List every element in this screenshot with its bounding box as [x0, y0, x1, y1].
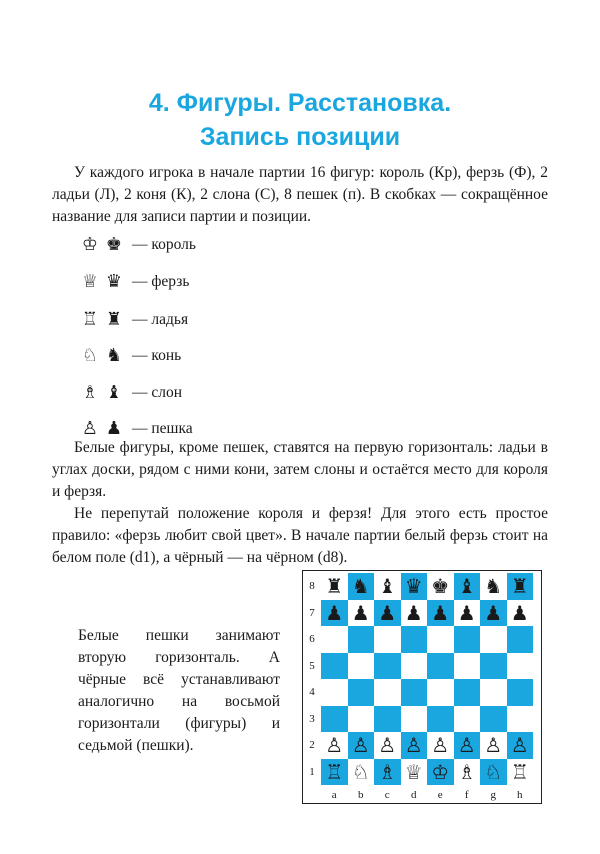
white-knight-icon: ♘ — [81, 345, 99, 366]
chess-piece-icon: ♛ — [404, 574, 423, 599]
chess-piece-icon: ♙ — [510, 733, 529, 758]
square-f4 — [454, 679, 481, 706]
white-pawn-icon: ♙ — [81, 418, 99, 439]
white-rook-icon: ♖ — [81, 309, 99, 330]
square-e3 — [427, 706, 454, 733]
file-label: e — [437, 789, 443, 801]
legend-label: — пешка — [132, 420, 193, 437]
square-b7 — [348, 600, 375, 627]
square-g6 — [480, 626, 507, 653]
chess-piece-icon: ♕ — [404, 759, 423, 784]
square-e5 — [427, 653, 454, 680]
chess-piece-icon: ♞ — [351, 574, 370, 599]
file-label: c — [384, 789, 390, 801]
chess-piece-icon: ♟ — [457, 600, 476, 625]
rank-label: 8 — [309, 580, 315, 592]
chess-piece-icon: ♟ — [378, 600, 397, 625]
square-e1 — [427, 759, 454, 786]
square-c5 — [374, 653, 401, 680]
square-h5 — [507, 653, 534, 680]
legend-row — [78, 271, 189, 293]
chess-piece-icon: ♟ — [510, 600, 529, 625]
square-a5 — [321, 653, 348, 680]
file-label: a — [331, 789, 337, 801]
square-c3 — [374, 706, 401, 733]
chess-piece-icon: ♙ — [325, 733, 344, 758]
rank-label: 6 — [309, 633, 315, 645]
square-e4 — [427, 679, 454, 706]
pawns-paragraph — [78, 625, 280, 757]
square-g7 — [480, 600, 507, 627]
legend-label: — ферзь — [132, 273, 190, 290]
square-f8 — [454, 573, 481, 600]
square-d8 — [401, 573, 428, 600]
chess-piece-icon: ♜ — [510, 574, 529, 599]
chess-piece-icon: ♘ — [351, 759, 370, 784]
black-pawn-icon: ♟ — [105, 418, 123, 439]
square-e6 — [427, 626, 454, 653]
square-e7 — [427, 600, 454, 627]
file-label: f — [464, 789, 469, 801]
page-title-line2: Запись позиции — [199, 123, 401, 151]
square-a8 — [321, 573, 348, 600]
square-d2 — [401, 732, 428, 759]
square-f6 — [454, 626, 481, 653]
legend-label: — конь — [132, 347, 182, 364]
page-title-line1: 4. Фигуры. Расстановка. — [148, 89, 452, 117]
chess-piece-icon: ♙ — [457, 733, 476, 758]
black-king-icon: ♚ — [105, 234, 123, 255]
queen-rule-text: Не перепутай положение короля и ферзя! Для этого есть простое правило: «ферзь любит свой цвет». В начале партии белый ферзь стоит на белом поле (d1), а чёрный — на чёрном (d8). — [52, 505, 548, 566]
square-b2 — [348, 732, 375, 759]
square-f1 — [454, 759, 481, 786]
black-queen-icon: ♛ — [105, 271, 123, 292]
rank-label: 2 — [309, 739, 315, 751]
square-c4 — [374, 679, 401, 706]
square-b4 — [348, 679, 375, 706]
square-d6 — [401, 626, 428, 653]
square-b3 — [348, 706, 375, 733]
chess-piece-icon: ♙ — [351, 733, 370, 758]
square-f3 — [454, 706, 481, 733]
square-d3 — [401, 706, 428, 733]
black-bishop-icon: ♝ — [105, 382, 123, 403]
chess-piece-icon: ♖ — [325, 759, 344, 784]
legend-row — [78, 309, 188, 331]
square-c6 — [374, 626, 401, 653]
square-g1 — [480, 759, 507, 786]
square-b5 — [348, 653, 375, 680]
rank-label: 3 — [309, 712, 315, 725]
chess-piece-icon: ♔ — [431, 759, 450, 784]
legend-row — [78, 382, 182, 404]
square-a3 — [321, 706, 348, 733]
chess-piece-icon: ♟ — [404, 600, 423, 625]
file-label: h — [517, 789, 523, 801]
square-g2 — [480, 732, 507, 759]
legend-label: — ладья — [132, 311, 189, 328]
square-b1 — [348, 759, 375, 786]
legend-label: — король — [132, 236, 196, 253]
square-c8 — [374, 573, 401, 600]
chess-piece-icon: ♟ — [325, 600, 344, 625]
file-label: b — [358, 789, 364, 801]
square-a1 — [321, 759, 348, 786]
square-a7 — [321, 600, 348, 627]
square-a6 — [321, 626, 348, 653]
chess-piece-icon: ♞ — [484, 574, 503, 599]
legend-label: — слон — [132, 384, 183, 401]
square-d5 — [401, 653, 428, 680]
intro-paragraph — [52, 162, 548, 228]
placement-text: Белые фигуры, кроме пешек, ставятся на первую горизонталь: ладьи в углах доски, рядом с ними кони, затем слоны и остаётся место для короля и ферзя. — [52, 439, 548, 500]
white-bishop-icon: ♗ — [81, 382, 99, 403]
square-h2 — [507, 732, 534, 759]
file-label: g — [490, 789, 496, 801]
chess-piece-icon: ♝ — [378, 574, 397, 599]
square-f5 — [454, 653, 481, 680]
chess-piece-icon: ♝ — [457, 574, 476, 599]
square-f7 — [454, 600, 481, 627]
chess-piece-icon: ♟ — [351, 600, 370, 625]
chess-piece-icon: ♗ — [378, 759, 397, 784]
square-a2 — [321, 732, 348, 759]
chess-piece-icon: ♙ — [431, 733, 450, 758]
square-g3 — [480, 706, 507, 733]
white-king-icon: ♔ — [81, 234, 99, 255]
rank-label: 5 — [309, 659, 315, 672]
chess-piece-icon: ♙ — [404, 733, 423, 758]
black-knight-icon: ♞ — [105, 345, 123, 366]
chess-piece-icon: ♙ — [484, 733, 503, 758]
square-g8 — [480, 573, 507, 600]
rules-paragraph — [52, 437, 548, 569]
chess-piece-icon: ♗ — [457, 759, 476, 784]
file-label: d — [411, 789, 417, 801]
square-h3 — [507, 706, 534, 733]
chess-piece-icon: ♚ — [431, 574, 450, 599]
square-g5 — [480, 653, 507, 680]
chessboard — [321, 573, 533, 785]
square-h8 — [507, 573, 534, 600]
square-e8 — [427, 573, 454, 600]
rank-label: 7 — [309, 606, 315, 619]
square-f2 — [454, 732, 481, 759]
chess-piece-icon: ♟ — [431, 600, 450, 625]
chess-piece-icon: ♘ — [484, 759, 503, 784]
square-h6 — [507, 626, 534, 653]
square-a4 — [321, 679, 348, 706]
square-b8 — [348, 573, 375, 600]
square-e2 — [427, 732, 454, 759]
square-g4 — [480, 679, 507, 706]
square-h7 — [507, 600, 534, 627]
legend-row — [78, 234, 196, 256]
square-d1 — [401, 759, 428, 786]
square-d4 — [401, 679, 428, 706]
black-rook-icon: ♜ — [105, 309, 123, 330]
chess-piece-icon: ♖ — [510, 759, 529, 784]
square-b6 — [348, 626, 375, 653]
square-d7 — [401, 600, 428, 627]
square-c1 — [374, 759, 401, 786]
chess-piece-icon: ♟ — [484, 600, 503, 625]
legend-row — [78, 345, 181, 367]
rank-label: 1 — [309, 765, 315, 778]
square-c7 — [374, 600, 401, 627]
intro-text: У каждого игрока в начале партии 16 фигур: король (Кр), ферзь (Ф), 2 ладьи (Л), 2 коня (К), 2 слона (С), 8 пешек (п). В скобках — сокращённое название для записи партии и позиции. — [52, 164, 548, 225]
pawns-text: Белые пешки занимают вторую горизонталь. А чёрные всё устанавливают аналогично на восьмой горизонтали (фигуры) и седьмой (пешки). — [78, 627, 280, 754]
rank-label: 4 — [309, 686, 315, 698]
square-h4 — [507, 679, 534, 706]
chess-piece-icon: ♜ — [325, 574, 344, 599]
square-c2 — [374, 732, 401, 759]
chess-piece-icon: ♙ — [378, 733, 397, 758]
white-queen-icon: ♕ — [81, 271, 99, 292]
square-h1 — [507, 759, 534, 786]
